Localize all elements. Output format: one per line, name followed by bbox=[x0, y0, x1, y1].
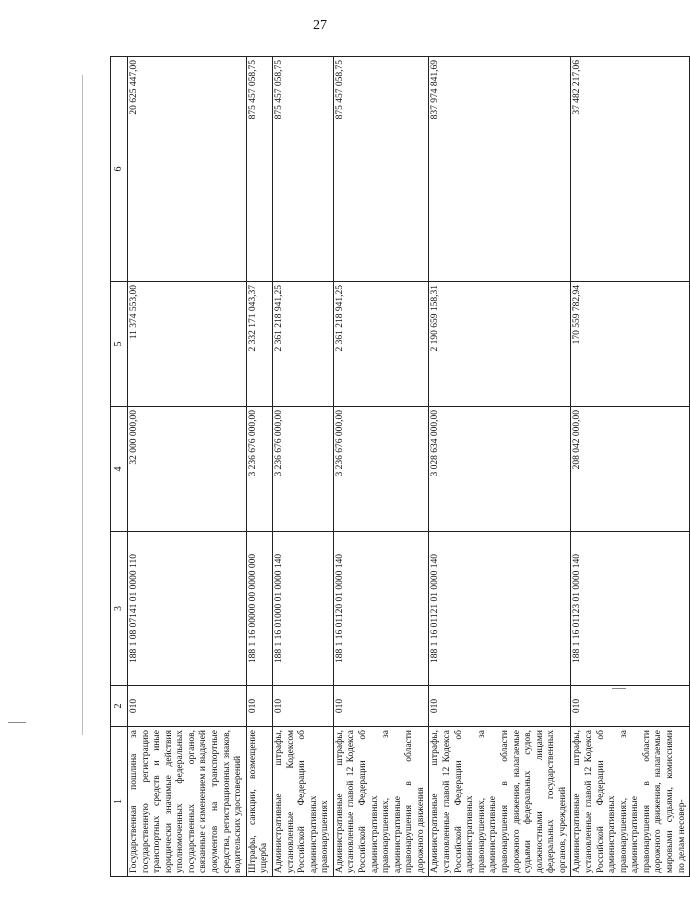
row-description: Административные штрафы, установленные главой 12 Кодекса Российской Федерации об административных правонарушениях, за административные правонарушения в области дорожного движения bbox=[333, 727, 429, 877]
row-remaining-amount: 875 457 058,75 bbox=[333, 57, 429, 282]
table-row bbox=[128, 57, 247, 877]
row-budget-code: 188 1 16 00000 00 0000 000 bbox=[246, 532, 272, 686]
row-executed-amount: 2 190 659 158,31 bbox=[429, 282, 571, 407]
table-row bbox=[333, 57, 429, 877]
row-executed-amount: 2 361 218 941,25 bbox=[333, 282, 429, 407]
rotated-table-wrapper bbox=[110, 57, 687, 877]
row-description: Штрафы, санкции, возмещение ущерба bbox=[246, 727, 272, 877]
row-approved-amount: 208 042 000,00 bbox=[571, 407, 690, 532]
row-budget-code: 188 1 16 01000 01 0000 140 bbox=[272, 532, 333, 686]
row-approved-amount: 3 236 676 000,00 bbox=[272, 407, 333, 532]
scan-mark bbox=[8, 722, 26, 723]
header-cell: 5 bbox=[111, 282, 128, 407]
row-admin-code: 010 bbox=[272, 686, 333, 727]
row-budget-code: 188 1 08 07141 01 0000 110 bbox=[128, 532, 247, 686]
row-description: Административные штрафы, установленные Кодексом Российской Федерации об административных правонарушениях bbox=[272, 727, 333, 877]
row-admin-code: 010 bbox=[333, 686, 429, 727]
row-remaining-amount: 875 457 058,75 bbox=[246, 57, 272, 282]
row-remaining-amount: 875 457 058,75 bbox=[272, 57, 333, 282]
row-executed-amount: 170 559 782,94 bbox=[571, 282, 690, 407]
row-budget-code: 188 1 16 01120 01 0000 140 bbox=[333, 532, 429, 686]
revenue-table bbox=[110, 56, 690, 877]
row-admin-code: 010 bbox=[128, 686, 247, 727]
header-cell: 6 bbox=[111, 57, 128, 282]
row-approved-amount: 3 236 676 000,00 bbox=[333, 407, 429, 532]
row-executed-amount: 11 374 553,00 bbox=[128, 282, 247, 407]
header-cell: 1 bbox=[111, 727, 128, 877]
row-description: Административные штрафы, установленные главой 12 Кодекса Российской Федерации об административных правонарушениях, за административные правонарушения в области дорожного движения, налагаемые судьями федеральных судов, должностными лицами федеральных государственных органов, учреждений bbox=[429, 727, 571, 877]
header-cell: 2 bbox=[111, 686, 128, 727]
row-executed-amount: 2 332 171 043,37 bbox=[246, 282, 272, 407]
header-cell: 3 bbox=[111, 532, 128, 686]
header-row bbox=[111, 57, 128, 877]
row-remaining-amount: 20 625 447,00 bbox=[128, 57, 247, 282]
table-row bbox=[246, 57, 272, 877]
row-remaining-amount: 37 482 217,06 bbox=[571, 57, 690, 282]
table-row bbox=[272, 57, 333, 877]
table-row bbox=[429, 57, 571, 877]
row-admin-code: 010 bbox=[246, 686, 272, 727]
row-budget-code: 188 1 16 01121 01 0000 140 bbox=[429, 532, 571, 686]
row-approved-amount: 3 236 676 000,00 bbox=[246, 407, 272, 532]
row-budget-code: 188 1 16 01123 01 0000 140 bbox=[571, 532, 690, 686]
table-row bbox=[571, 57, 690, 877]
row-executed-amount: 2 361 218 941,25 bbox=[272, 282, 333, 407]
row-admin-code: 010 bbox=[429, 686, 571, 727]
row-admin-code: 010 bbox=[571, 686, 690, 727]
scan-edge-line bbox=[82, 75, 83, 735]
row-description: Административные штрафы, установленные главой 12 Кодекса Российской Федерации об административных правонарушениях, за административные правонарушения в области дорожного движения, налагаемые мировыми судьями, комиссиями по делам несовер- bbox=[571, 727, 690, 877]
row-approved-amount: 32 000 000,00 bbox=[128, 407, 247, 532]
header-cell: 4 bbox=[111, 407, 128, 532]
page-number: 27 bbox=[313, 18, 327, 33]
row-approved-amount: 3 028 634 000,00 bbox=[429, 407, 571, 532]
row-remaining-amount: 837 974 841,69 bbox=[429, 57, 571, 282]
row-description: Государственная пошлина за государственную регистрацию транспортных средств и иные юридически значимые действия уполномоченных федеральных государственных органов, связанные с изменением и выдачей документов на транспортные средства, регистрационных знаков, водительских удостоверений bbox=[128, 727, 247, 877]
